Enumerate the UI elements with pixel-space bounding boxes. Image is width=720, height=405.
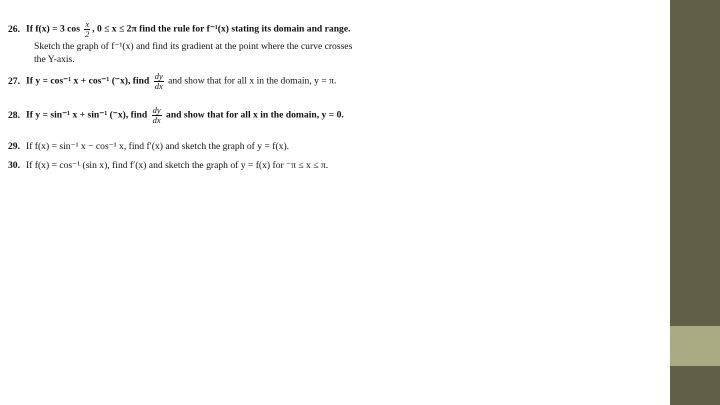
fraction-numerator: x <box>85 19 90 29</box>
fraction <box>154 72 164 91</box>
question-text-cont: , 0 ≤ x ≤ 2π find the rule for f⁻¹(x) stating its domain and range. <box>92 23 351 35</box>
fraction-denominator: dx <box>154 81 163 91</box>
question-26 <box>8 20 351 39</box>
question-30 <box>8 160 328 171</box>
question-text: If f(x) = 3 cos <box>26 23 80 35</box>
question-29 <box>8 141 289 152</box>
question-text: If y = cos⁻¹ x + cos⁻¹ (⁻x), find <box>26 75 150 87</box>
question-number: 28. <box>8 109 20 121</box>
question-number: 26. <box>8 23 20 35</box>
fraction-numerator: dy <box>154 71 163 81</box>
question-text-cont: and show that for all x in the domain, y = π. <box>168 75 337 87</box>
question-number: 29. <box>8 141 20 152</box>
question-26-line2: Sketch the graph of f⁻¹(x) and find its gradient at the point where the curve crosses <box>34 41 353 52</box>
sidebar-accent-light <box>670 326 720 366</box>
question-text: If y = sin⁻¹ x + sin⁻¹ (⁻x), find <box>26 109 148 121</box>
fraction-denominator: dx <box>152 115 161 125</box>
question-28 <box>8 106 344 125</box>
fraction-numerator: dy <box>152 105 161 115</box>
question-text-cont: and show that for all x in the domain, y = 0. <box>166 109 344 121</box>
question-text: If f(x) = cos⁻¹ (sin x), find f′(x) and sketch the graph of y = f(x) for ⁻π ≤ x ≤ π. <box>26 160 329 171</box>
fraction <box>84 20 90 39</box>
question-number: 30. <box>8 160 20 171</box>
fraction-denominator: 2 <box>85 29 90 39</box>
question-text: If f(x) = sin⁻¹ x − cos⁻¹ x, find f′(x) and sketch the graph of y = f(x). <box>26 141 290 152</box>
question-number: 27. <box>8 75 20 87</box>
fraction <box>152 106 162 125</box>
question-27 <box>8 72 336 91</box>
question-26-line3: the Y-axis. <box>34 54 75 65</box>
